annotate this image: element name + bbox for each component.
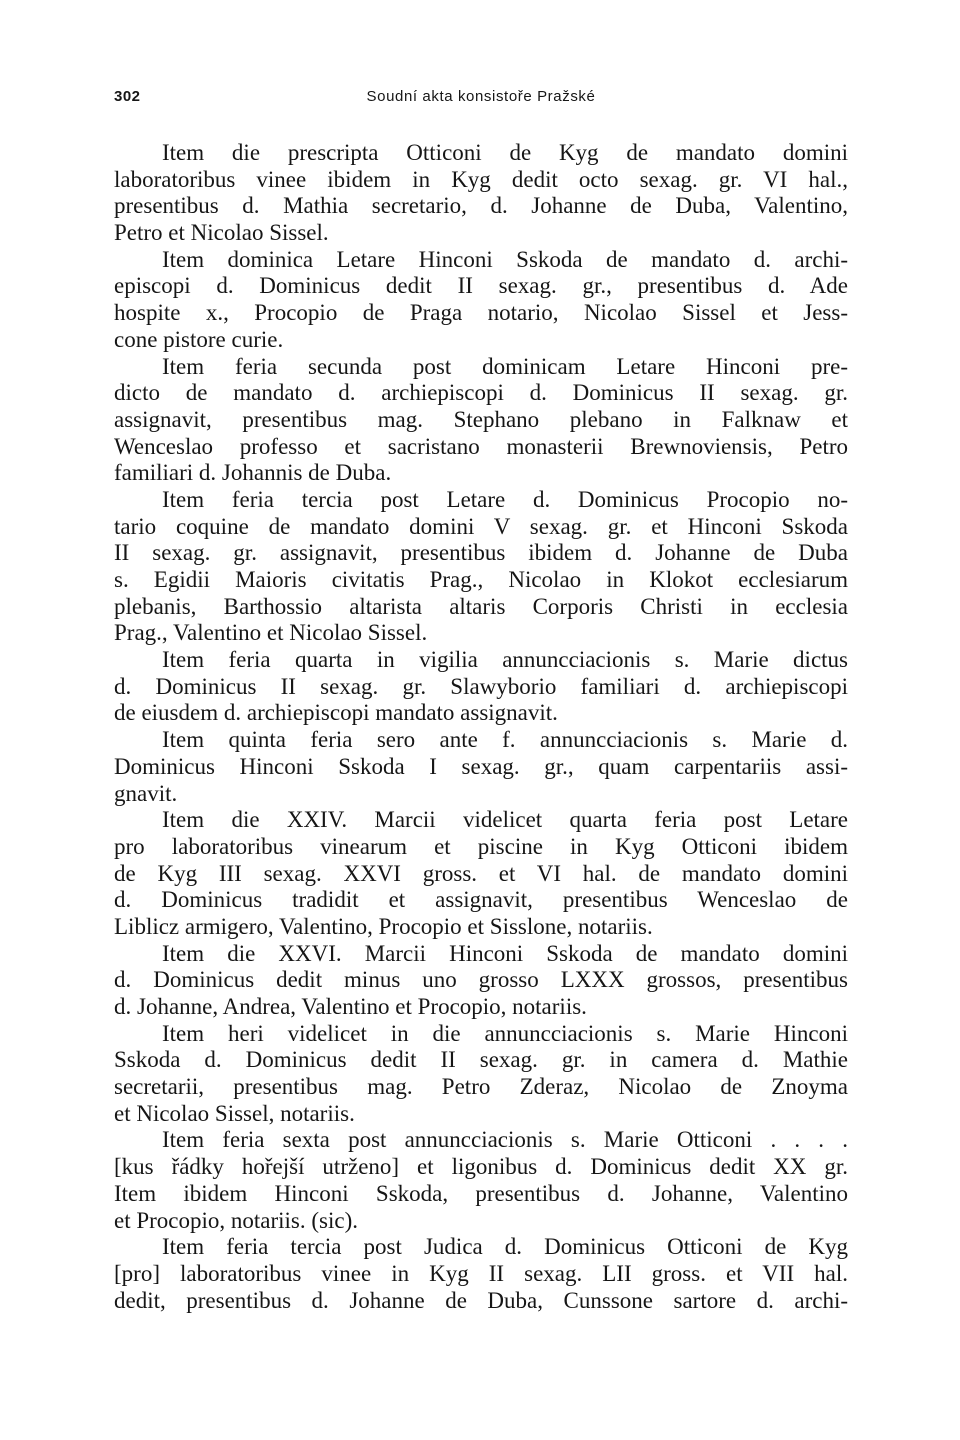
text-line: tario coquine de mandato domini V sexag. gr. et Hinconi Sskoda [114, 513, 848, 539]
text-line: secretarii, presentibus mag. Petro Zderaz, Nicolao de Znoyma [114, 1074, 848, 1100]
text-line: gnavit. [114, 780, 178, 806]
text-line: dedit, presentibus d. Johanne de Duba, Cunssone sartore d. archi- [114, 1287, 848, 1313]
text-line: assignavit, presentibus mag. Stephano plebano in Falknaw et [114, 406, 848, 432]
text-line: presentibus d. Mathia secretario, d. Johanne de Duba, Valentino, [114, 193, 848, 219]
text-line: Prag., Valentino et Nicolao Sissel. [114, 620, 428, 646]
text-line: de eiusdem d. archiepiscopi mandato assignavit. [114, 700, 558, 726]
text-line: Item die prescripta Otticoni de Kyg de mandato domini [162, 140, 848, 165]
text-line: Item ibidem Hinconi Sskoda, presentibus d. Johanne, Valentino [114, 1180, 848, 1206]
text-line: Item feria quarta in vigilia annuncciacionis s. Marie dictus [162, 647, 848, 673]
text-line: Sskoda d. Dominicus dedit II sexag. gr. in camera d. Mathie [114, 1047, 848, 1073]
text-line: d. Johanne, Andrea, Valentino et Procopio, notariis. [114, 994, 587, 1019]
text-line: episcopi d. Dominicus dedit II sexag. gr., presentibus d. Ade [114, 273, 848, 299]
text-line: plebanis, Barthossio altarista altaris Corporis Christi in ecclesia [114, 593, 848, 619]
page-number: 302 [114, 88, 141, 105]
text-line: et Procopio, notariis. (sic). [114, 1207, 359, 1233]
text-line: pro laboratoribus vinearum et piscine in Kyg Otticoni ibidem [114, 833, 848, 859]
text-line: d. Dominicus II sexag. gr. Slawyborio familiari d. archiepiscopi [114, 673, 848, 699]
text-line: d. Dominicus dedit minus uno grosso LXXX grossos, presentibus [114, 967, 848, 993]
running-title: Soudní akta konsistoře Pražské [366, 88, 596, 105]
text-line: Item feria tercia post Judica d. Dominicus Otticoni de Kyg [162, 1234, 848, 1260]
text-line: Dominicus Hinconi Sskoda I sexag. gr., quam carpentariis assi- [114, 753, 848, 779]
text-line: hospite x., Procopio de Praga notario, Nicolao Sissel et Jess- [114, 300, 848, 326]
text-line: familiari d. Johannis de Duba. [114, 460, 392, 486]
text-line: Item die XXIV. Marcii videlicet quarta feria post Letare [162, 807, 848, 833]
text-line: et Nicolao Sissel, notariis. [114, 1100, 355, 1126]
text-line: de Kyg III sexag. XXVI gross. et VI hal. de mandato domini [114, 860, 848, 886]
text-line: Wenceslao professo et sacristano monasterii Brewnoviensis, Petro [114, 433, 848, 459]
text-line: d. Dominicus tradidit et assignavit, presentibus Wenceslao de [114, 887, 848, 913]
text-line: Item heri videlicet in die annuncciacionis s. Marie Hinconi [162, 1020, 848, 1046]
text-line: dicto de mandato d. archiepiscopi d. Dominicus II sexag. gr. [114, 380, 848, 406]
body-text [114, 140, 848, 1314]
text-line: Item dominica Letare Hinconi Sskoda de mandato d. archi- [162, 246, 848, 272]
text-line: laboratoribus vinee ibidem in Kyg dedit octo sexag. gr. VI hal., [114, 166, 848, 192]
text-line: [pro] laboratoribus vinee in Kyg II sexag. LII gross. et VII hal. [114, 1260, 848, 1286]
text-line: [kus řádky hořejší utrženo] et ligonibus d. Dominicus dedit XX gr. [114, 1154, 848, 1180]
text-line: Liblicz armigero, Valentino, Procopio et Sisslone, notariis. [114, 913, 653, 939]
text-line: Item feria sexta post annuncciacionis s. Marie Otticoni . . . . [162, 1127, 848, 1153]
text-line: Item die XXVI. Marcii Hinconi Sskoda de mandato domini [162, 940, 848, 966]
text-line: Petro et Nicolao Sissel. [114, 220, 329, 246]
text-line: cone pistore curie. [114, 326, 284, 352]
text-line: Item feria secunda post dominicam Letare Hinconi pre- [162, 353, 848, 379]
text-line: s. Egidii Maioris civitatis Prag., Nicolao in Klokot ecclesiarum [114, 567, 848, 592]
text-line: Item feria tercia post Letare d. Dominicus Procopio no- [162, 486, 848, 512]
running-head [114, 88, 848, 114]
text-line: Item quinta feria sero ante f. annuncciacionis s. Marie d. [162, 727, 848, 753]
text-line: II sexag. gr. assignavit, presentibus ibidem d. Johanne de Duba [114, 540, 848, 566]
